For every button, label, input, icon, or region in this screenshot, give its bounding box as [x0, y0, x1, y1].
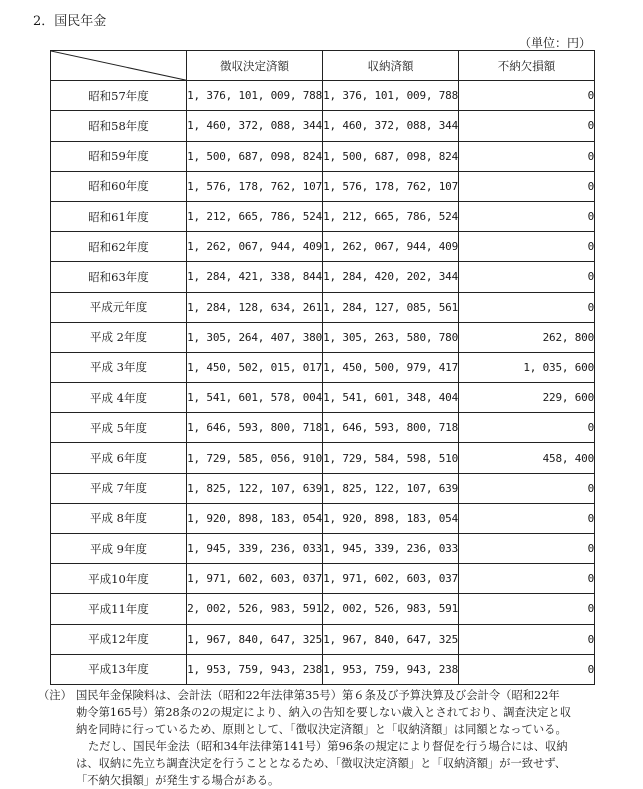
footnote-line: 納を同時に行っているため、原則として、「徴収決定済額」と「収納済額」は同額となっている。	[76, 723, 567, 736]
assessed-cell: 1, 305, 264, 407, 380	[187, 322, 323, 352]
year-cell: 昭和58年度	[51, 111, 187, 141]
table-row	[51, 473, 595, 503]
collected-cell: 1, 305, 263, 580, 780	[323, 322, 459, 352]
collected-cell: 1, 500, 687, 098, 824	[323, 141, 459, 171]
collected-cell: 2, 002, 526, 983, 591	[323, 594, 459, 624]
loss-cell: 0	[459, 413, 595, 443]
loss-cell: 0	[459, 594, 595, 624]
table-row	[51, 232, 595, 262]
table-row	[51, 654, 595, 684]
collected-cell: 1, 460, 372, 088, 344	[323, 111, 459, 141]
loss-cell: 0	[459, 262, 595, 292]
footnote-line: （注） 国民年金保険料は、会計法（昭和22年法律第35号）第６条及び予算決算及び会計令（昭和22年	[38, 689, 560, 702]
collected-cell: 1, 576, 178, 762, 107	[323, 171, 459, 201]
loss-cell: 0	[459, 292, 595, 322]
loss-cell: 0	[459, 201, 595, 231]
collected-cell: 1, 967, 840, 647, 325	[323, 624, 459, 654]
loss-cell: 458, 400	[459, 443, 595, 473]
collected-cell: 1, 212, 665, 786, 524	[323, 201, 459, 231]
table-row	[51, 534, 595, 564]
year-cell: 平成 6年度	[51, 443, 187, 473]
header-loss: 不納欠損額	[459, 51, 595, 81]
loss-cell: 1, 035, 600	[459, 352, 595, 382]
collected-cell: 1, 262, 067, 944, 409	[323, 232, 459, 262]
table-row	[51, 413, 595, 443]
footnote-line: は、収納に先立ち調査決定を行うこととなるため、「徴収決定済額」と「収納済額」が一致せず、	[76, 757, 567, 770]
collected-cell: 1, 450, 500, 979, 417	[323, 352, 459, 382]
assessed-cell: 1, 262, 067, 944, 409	[187, 232, 323, 262]
year-cell: 平成元年度	[51, 292, 187, 322]
assessed-cell: 1, 500, 687, 098, 824	[187, 141, 323, 171]
collected-cell: 1, 284, 420, 202, 344	[323, 262, 459, 292]
footnote-line: ただし、国民年金法（昭和34年法律第141号）第96条の規定により督促を行う場合には、収納	[88, 740, 568, 753]
year-cell: 平成 8年度	[51, 503, 187, 533]
corner-cell	[51, 51, 187, 81]
table-row	[51, 201, 595, 231]
assessed-cell: 1, 450, 502, 015, 017	[187, 352, 323, 382]
loss-cell: 0	[459, 503, 595, 533]
assessed-cell: 1, 920, 898, 183, 054	[187, 503, 323, 533]
table-row	[51, 322, 595, 352]
assessed-cell: 1, 646, 593, 800, 718	[187, 413, 323, 443]
table-row	[51, 292, 595, 322]
footnote-line: 勅令第165号）第28条の2の規定により、納入の告知を要しない歳入とされており、調査決定と収	[76, 706, 572, 719]
table-row	[51, 262, 595, 292]
year-cell: 昭和59年度	[51, 141, 187, 171]
loss-cell: 0	[459, 473, 595, 503]
table-row	[51, 443, 595, 473]
loss-cell: 0	[459, 141, 595, 171]
assessed-cell: 1, 284, 128, 634, 261	[187, 292, 323, 322]
loss-cell: 0	[459, 654, 595, 684]
loss-cell: 229, 600	[459, 383, 595, 413]
year-cell: 昭和62年度	[51, 232, 187, 262]
year-cell: 昭和63年度	[51, 262, 187, 292]
assessed-cell: 1, 212, 665, 786, 524	[187, 201, 323, 231]
loss-cell: 0	[459, 171, 595, 201]
collected-cell: 1, 376, 101, 009, 788	[323, 81, 459, 111]
assessed-cell: 1, 967, 840, 647, 325	[187, 624, 323, 654]
pension-table	[50, 50, 595, 685]
assessed-cell: 1, 460, 372, 088, 344	[187, 111, 323, 141]
collected-cell: 1, 825, 122, 107, 639	[323, 473, 459, 503]
year-cell: 平成 9年度	[51, 534, 187, 564]
collected-cell: 1, 541, 601, 348, 404	[323, 383, 459, 413]
year-cell: 平成 2年度	[51, 322, 187, 352]
assessed-cell: 1, 953, 759, 943, 238	[187, 654, 323, 684]
table-row	[51, 352, 595, 382]
collected-cell: 1, 646, 593, 800, 718	[323, 413, 459, 443]
diagonal-line	[51, 51, 186, 80]
assessed-cell: 2, 002, 526, 983, 591	[187, 594, 323, 624]
year-cell: 昭和61年度	[51, 201, 187, 231]
loss-cell: 0	[459, 624, 595, 654]
collected-cell: 1, 953, 759, 943, 238	[323, 654, 459, 684]
year-cell: 平成 5年度	[51, 413, 187, 443]
assessed-cell: 1, 376, 101, 009, 788	[187, 81, 323, 111]
loss-cell: 0	[459, 534, 595, 564]
collected-cell: 1, 729, 584, 598, 510	[323, 443, 459, 473]
assessed-cell: 1, 945, 339, 236, 033	[187, 534, 323, 564]
year-cell: 平成 4年度	[51, 383, 187, 413]
table-row	[51, 111, 595, 141]
assessed-cell: 1, 729, 585, 056, 910	[187, 443, 323, 473]
loss-cell: 0	[459, 564, 595, 594]
header-row	[51, 51, 595, 81]
footnote	[38, 687, 608, 789]
unit-label: （単位：円）	[518, 36, 591, 50]
footnote-label: （注）	[38, 689, 72, 702]
section-title: 2．国民年金	[33, 14, 107, 29]
table-row	[51, 594, 595, 624]
year-cell: 平成13年度	[51, 654, 187, 684]
assessed-cell: 1, 971, 602, 603, 037	[187, 564, 323, 594]
assessed-cell: 1, 576, 178, 762, 107	[187, 171, 323, 201]
year-cell: 平成10年度	[51, 564, 187, 594]
header-assessed: 徴収決定済額	[187, 51, 323, 81]
collected-cell: 1, 920, 898, 183, 054	[323, 503, 459, 533]
loss-cell: 0	[459, 232, 595, 262]
assessed-cell: 1, 541, 601, 578, 004	[187, 383, 323, 413]
year-cell: 昭和57年度	[51, 81, 187, 111]
header-collected: 収納済額	[323, 51, 459, 81]
table-row	[51, 171, 595, 201]
year-cell: 平成 7年度	[51, 473, 187, 503]
year-cell: 昭和60年度	[51, 171, 187, 201]
year-cell: 平成11年度	[51, 594, 187, 624]
table-row	[51, 383, 595, 413]
loss-cell: 262, 800	[459, 322, 595, 352]
loss-cell: 0	[459, 81, 595, 111]
table-row	[51, 564, 595, 594]
collected-cell: 1, 284, 127, 085, 561	[323, 292, 459, 322]
collected-cell: 1, 971, 602, 603, 037	[323, 564, 459, 594]
collected-cell: 1, 945, 339, 236, 033	[323, 534, 459, 564]
table-row	[51, 503, 595, 533]
loss-cell: 0	[459, 111, 595, 141]
table-row	[51, 141, 595, 171]
assessed-cell: 1, 825, 122, 107, 639	[187, 473, 323, 503]
table-row	[51, 81, 595, 111]
table-row	[51, 624, 595, 654]
footnote-line: 「不納欠損額」が発生する場合がある。	[76, 774, 280, 787]
assessed-cell: 1, 284, 421, 338, 844	[187, 262, 323, 292]
year-cell: 平成 3年度	[51, 352, 187, 382]
year-cell: 平成12年度	[51, 624, 187, 654]
